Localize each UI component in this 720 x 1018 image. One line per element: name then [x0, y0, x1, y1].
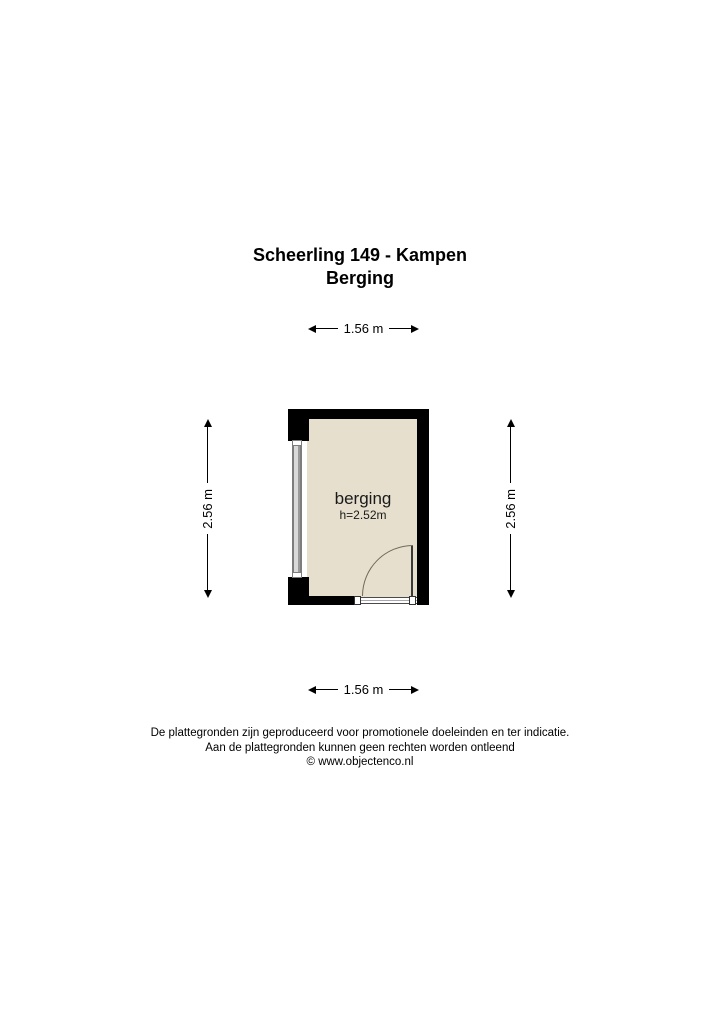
arrow-down-icon — [507, 590, 515, 598]
window-sill-top — [292, 440, 302, 446]
floorplan — [288, 409, 429, 605]
wall-top — [288, 409, 429, 419]
dimension-right-label: 2.56 m — [503, 488, 518, 529]
dimension-line — [207, 427, 208, 483]
door-leaf — [411, 546, 413, 597]
arrow-down-icon — [204, 590, 212, 598]
dimension-line — [389, 328, 411, 329]
arrow-up-icon — [204, 419, 212, 427]
window-mullion — [298, 441, 300, 577]
window-sill-bottom — [292, 572, 302, 578]
dimension-line — [316, 328, 338, 329]
dimension-line — [316, 689, 338, 690]
door-jamb-left — [354, 596, 361, 605]
door-jamb-right — [409, 596, 416, 605]
dimension-top-label: 1.56 m — [343, 321, 384, 336]
dimension-left-label: 2.56 m — [200, 488, 215, 529]
room-label — [307, 489, 419, 523]
footer-disclaimer-line1: De plattegronden zijn geproduceerd voor promotionele doeleinden en ter indicatie. — [150, 727, 570, 739]
dimension-right — [504, 419, 517, 598]
door-threshold — [356, 597, 417, 604]
title-block — [0, 244, 720, 290]
dimension-line — [510, 427, 511, 483]
dimension-line — [389, 689, 411, 690]
arrow-left-icon — [308, 686, 316, 694]
footer-disclaimer-line2: Aan de plattegronden kunnen geen rechten worden ontleend — [205, 741, 515, 754]
wall-corner-top-left — [288, 409, 309, 441]
arrow-up-icon — [507, 419, 515, 427]
dimension-line — [207, 534, 208, 590]
wall-bottom — [309, 596, 356, 605]
dimension-bottom-label: 1.56 m — [343, 682, 384, 697]
arrow-right-icon — [411, 686, 419, 694]
threshold-line — [356, 600, 417, 601]
window — [292, 441, 302, 577]
footer — [0, 726, 720, 770]
arrow-right-icon — [411, 325, 419, 333]
dimension-line — [510, 534, 511, 590]
wall-corner-bottom-left — [288, 577, 309, 605]
room-ceiling-height: h=2.52m — [339, 508, 387, 522]
room-name: berging — [334, 489, 392, 508]
page-title: Scheerling 149 - Kampen — [252, 245, 468, 265]
dimension-bottom — [308, 683, 419, 696]
dimension-left — [201, 419, 214, 598]
arrow-left-icon — [308, 325, 316, 333]
dimension-top — [308, 322, 419, 335]
footer-copyright: © www.objectenco.nl — [306, 756, 414, 768]
page-subtitle: Berging — [325, 268, 394, 288]
